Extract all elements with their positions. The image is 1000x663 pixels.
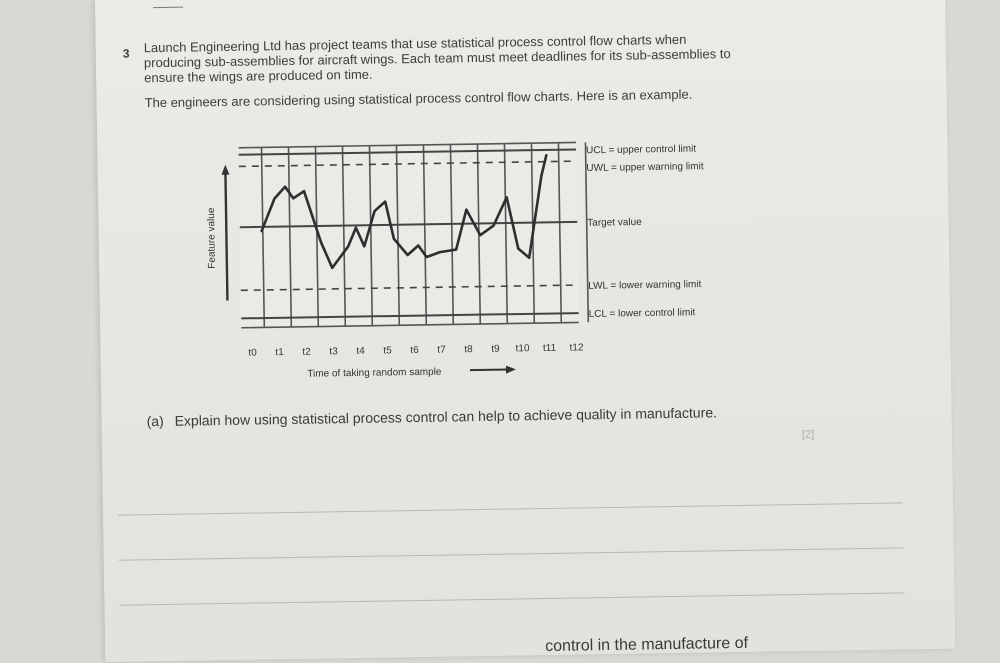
question-intro: Launch Engineering Ltd has project teams that use statistical process control flow charts when producing sub-assemblies for aircraft wings. Each team must meet deadlines for its sub-assemblies to ensure the wings are produced on time. (143, 31, 731, 86)
x-tick-label: t4 (356, 345, 365, 357)
x-tick-label: t2 (302, 346, 311, 358)
x-tick-label: t1 (275, 347, 284, 359)
part-a (146, 402, 734, 431)
part-a-label: (a) (146, 412, 164, 430)
x-tick-label: t9 (491, 343, 500, 355)
x-tick-label: t11 (542, 342, 557, 355)
answer-line[interactable] (119, 547, 904, 560)
x-axis-arrow (470, 370, 508, 371)
x-tick-label: t7 (437, 344, 446, 356)
answer-line[interactable] (120, 592, 905, 605)
x-tick-label: t8 (464, 344, 473, 356)
exam-page (95, 0, 955, 662)
uwl-label: UWL = upper warning limit (586, 161, 704, 175)
question-number: 3 (122, 46, 130, 61)
x-tick-label: t3 (329, 346, 338, 358)
x-tick-label: t5 (383, 345, 392, 357)
lcl-label: LCL = lower control limit (588, 307, 696, 320)
x-axis-label: Time of taking random sample (307, 366, 442, 380)
ucl-label: UCL = upper control limit (586, 143, 697, 157)
lwl-label: LWL = lower warning limit (588, 279, 702, 292)
part-a-text: Explain how using statistical process control can help to achieve quality in manufacture. (174, 404, 718, 429)
y-axis-arrow (225, 173, 227, 301)
x-tick-label: t10 (515, 343, 530, 355)
question-lead: The engineers are considering using statistical process control flow charts. Here is an example. (144, 86, 693, 111)
part-a-marks: [2] (801, 428, 815, 441)
answer-line[interactable] (118, 502, 903, 515)
y-axis-label: Feature value (205, 207, 218, 269)
target-label: Target value (587, 216, 642, 229)
x-tick-label: t6 (410, 344, 419, 357)
y-axis-arrowhead (221, 165, 229, 175)
page-mark (153, 7, 183, 8)
x-axis-arrowhead (506, 365, 516, 373)
spc-chart (197, 119, 801, 388)
footer-text: control in the manufacture of (545, 634, 749, 656)
x-tick-label: t12 (569, 342, 584, 354)
x-tick-label: t0 (248, 347, 257, 359)
